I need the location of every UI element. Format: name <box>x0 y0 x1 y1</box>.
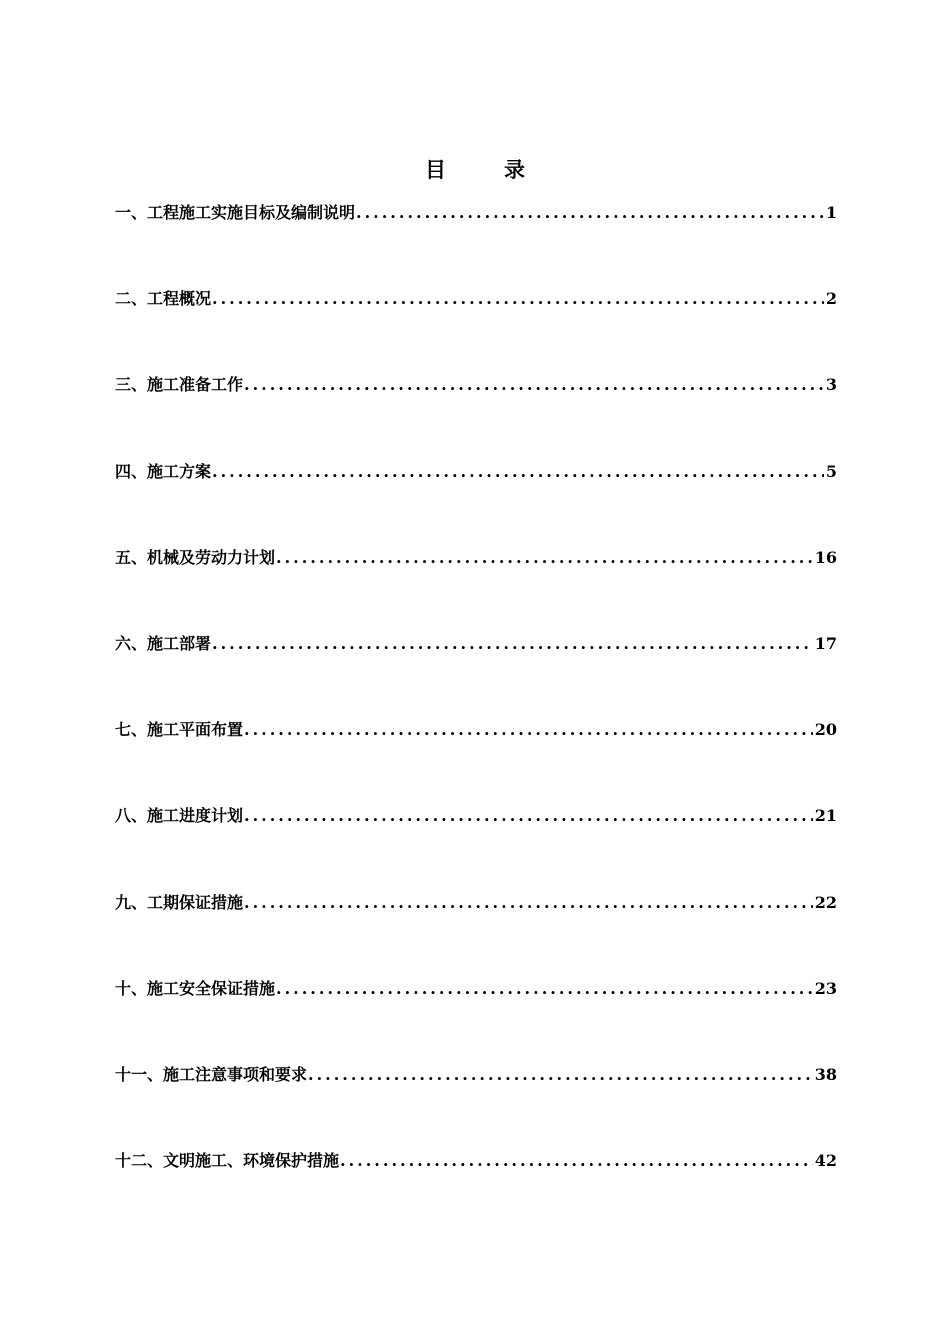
toc-entry-page: 22 <box>814 892 837 912</box>
toc-entry-page: 5 <box>825 461 837 481</box>
toc-leader-dots <box>244 370 824 400</box>
toc-entry-page: 23 <box>814 978 837 998</box>
toc-entry-label: 十、施工安全保证措施 <box>115 978 276 998</box>
toc-entry[interactable] <box>115 715 837 801</box>
toc-title <box>0 154 950 186</box>
toc-entry-page: 38 <box>814 1064 837 1084</box>
toc-title-right: 录 <box>504 157 525 182</box>
toc-leader-dots <box>212 629 813 659</box>
toc-list <box>115 198 837 1232</box>
toc-entry-page: 1 <box>825 203 837 222</box>
toc-entry-page: 20 <box>814 720 837 740</box>
toc-title-left: 目 <box>425 157 446 182</box>
toc-entry[interactable] <box>115 1146 837 1232</box>
toc-entry-page: 21 <box>814 806 837 826</box>
toc-entry[interactable] <box>115 543 837 629</box>
toc-entry[interactable] <box>115 888 837 974</box>
toc-entry-page: 16 <box>814 547 837 567</box>
toc-leader-dots <box>212 284 824 314</box>
toc-leader-dots <box>244 801 813 831</box>
toc-leader-dots <box>212 457 824 487</box>
toc-entry-label: 五、机械及劳动力计划 <box>115 547 276 567</box>
toc-entry-label: 八、施工进度计划 <box>115 806 244 826</box>
toc-entry-label: 十二、文明施工、环境保护措施 <box>115 1151 340 1171</box>
toc-entry-label: 十一、施工注意事项和要求 <box>115 1064 308 1084</box>
toc-entry-page: 42 <box>814 1151 837 1171</box>
toc-entry-label: 四、施工方案 <box>115 461 212 481</box>
toc-leader-dots <box>308 1060 813 1090</box>
toc-entry-label: 三、施工准备工作 <box>115 375 244 395</box>
toc-leader-dots <box>340 1146 813 1176</box>
toc-entry[interactable] <box>115 284 837 370</box>
toc-entry[interactable] <box>115 370 837 456</box>
toc-entry[interactable] <box>115 457 837 543</box>
toc-entry-label: 一、工程施工实施目标及编制说明 <box>115 203 356 222</box>
toc-entry-label: 九、工期保证措施 <box>115 892 244 912</box>
toc-entry-label: 七、施工平面布置 <box>115 720 244 740</box>
toc-entry-label: 六、施工部署 <box>115 633 212 653</box>
toc-entry-page: 17 <box>814 633 837 653</box>
toc-entry[interactable] <box>115 974 837 1060</box>
toc-leader-dots <box>244 888 813 918</box>
toc-entry-page: 2 <box>825 289 837 309</box>
toc-entry[interactable] <box>115 198 837 284</box>
toc-leader-dots <box>244 715 813 745</box>
toc-leader-dots <box>276 543 813 573</box>
toc-leader-dots <box>356 198 824 228</box>
toc-entry-label: 二、工程概况 <box>115 289 212 309</box>
toc-entry[interactable] <box>115 629 837 715</box>
toc-leader-dots <box>276 974 813 1004</box>
toc-entry[interactable] <box>115 1060 837 1146</box>
toc-entry-page: 3 <box>825 375 837 395</box>
toc-entry[interactable] <box>115 801 837 887</box>
